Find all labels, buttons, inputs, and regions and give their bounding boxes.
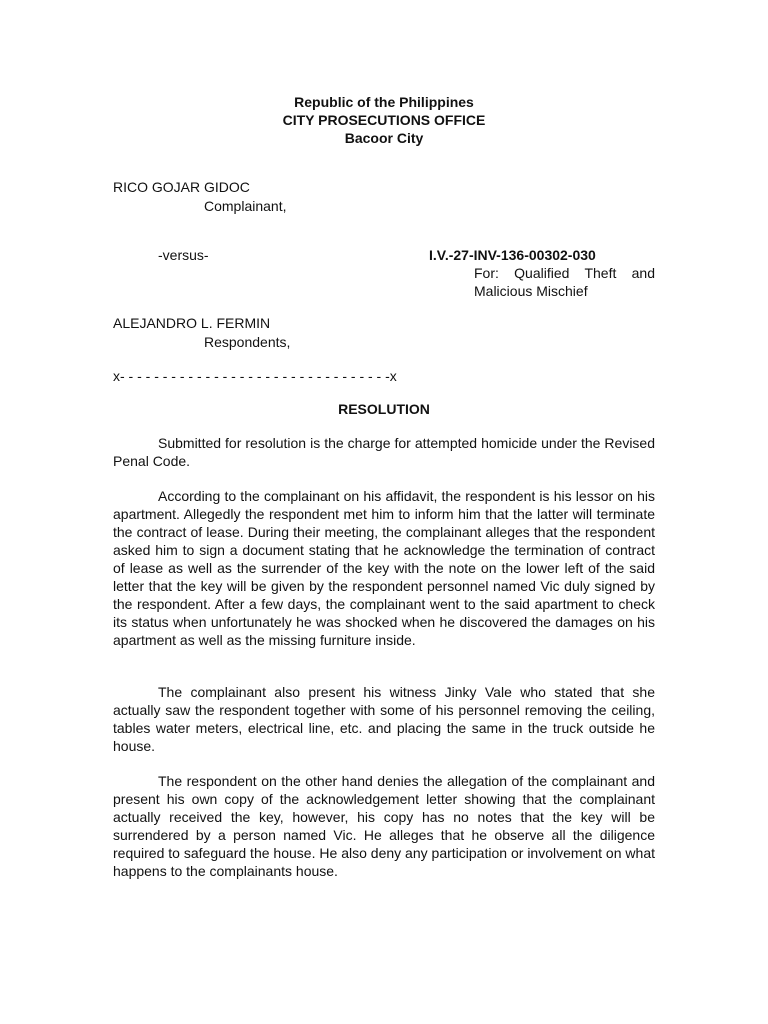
respondent-name: ALEJANDRO L. FERMIN: [113, 315, 271, 331]
header-office: CITY PROSECUTIONS OFFICE: [282, 112, 486, 128]
paragraph-1: Submitted for resolution is the charge for attempted homicide under the Revised Penal Code.: [113, 435, 655, 469]
versus-label: -versus-: [158, 247, 209, 263]
case-number: I.V.-27-INV-136-00302-030: [429, 247, 596, 263]
complainant-role: Complainant,: [204, 198, 287, 214]
paragraph-2: According to the complainant on his affidavit, the respondent is his lessor on his apartment. Allegedly the respondent met him to inform him that the latter will terminate the contract of lease. During their meeting, the complainant alleges that the respondent asked him to sign a document stating that he acknowledge the termination of contract of lease as well as the surrender of the key with the note on the lower left of the said letter that the key will be given by the respondent personnel named Vic duly signed by the respondent. After a few days, the complainant went to the said apartment to check its status when unfortunately he was shocked when he discovered the damages on his apartment as well as the missing furniture inside.: [113, 488, 655, 648]
caption-separator: x- - - - - - - - - - - - - - - - - - - - - - - - - - - - - - - -x: [113, 368, 397, 384]
document-header: [0, 93, 768, 147]
respondent-role: Respondents,: [204, 334, 291, 350]
paragraph-3: The complainant also present his witness Jinky Vale who stated that she actually saw the respondent together with some of his personnel removing the ceiling, tables water meters, electrical line, etc. and placing the same in the truck outside he house.: [113, 684, 655, 754]
paragraph-4: The respondent on the other hand denies the allegation of the complainant and present his own copy of the acknowledgement letter showing that the complainant actually received the key, however, his copy has no notes that the key will be surrendered by a person named Vic. He alleges that he observe all the diligence required to safeguard the house. He also deny any participation or involvement on what happens to the complainants house.: [113, 773, 655, 879]
case-charges: For: Qualified Theft and Malicious Mischief: [474, 265, 655, 299]
header-city: Bacoor City: [344, 130, 424, 146]
header-country: Republic of the Philippines: [294, 94, 474, 110]
resolution-title: RESOLUTION: [338, 401, 430, 417]
complainant-name: RICO GOJAR GIDOC: [113, 179, 250, 195]
